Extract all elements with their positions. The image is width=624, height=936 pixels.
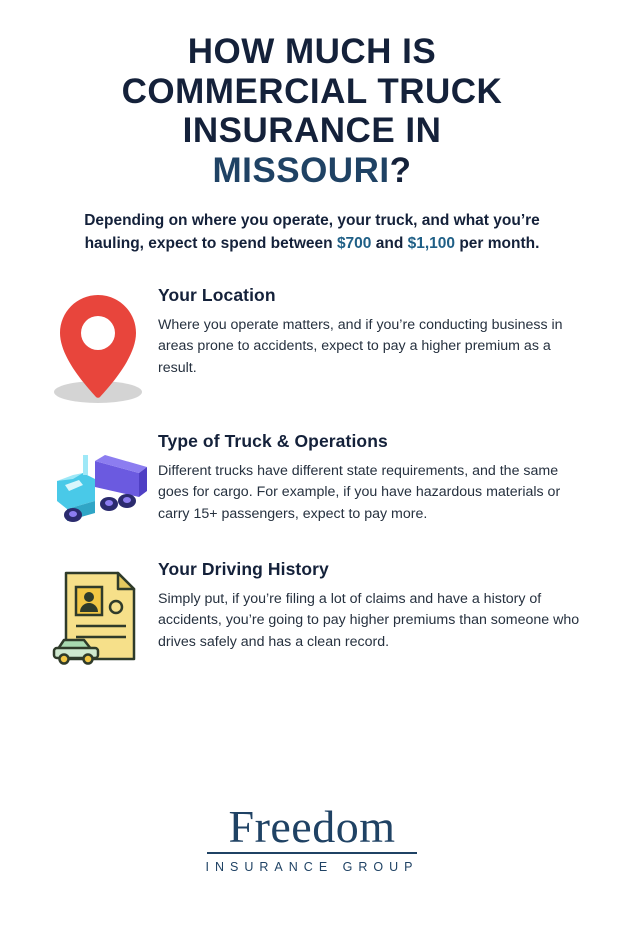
logo-divider	[207, 852, 417, 854]
list-item-text	[158, 285, 586, 379]
headline-line-1: HOW MUCH IS	[187, 32, 437, 71]
list-item	[38, 431, 586, 535]
section-body: Different trucks have different state requirements, and the same goes for cargo. For example, if you have hazardous materials or carry 15+ passengers, expect to pay more.	[158, 463, 561, 522]
list-item-text	[158, 431, 586, 525]
section-title: Type of Truck & Operations	[158, 431, 388, 452]
headline-line-2: COMMERCIAL TRUCK	[121, 71, 503, 111]
headline-state: MISSOURI	[212, 150, 390, 190]
list-item	[38, 559, 586, 673]
page-title	[38, 32, 586, 190]
section-body: Where you operate matters, and if you’re conducting business in areas prone to accidents, expect to pay a higher premium as a result.	[158, 317, 563, 376]
semi-truck-icon	[38, 431, 158, 535]
driving-record-document-icon	[38, 559, 158, 673]
subheading-part-3: per month.	[455, 234, 540, 252]
brand-name: Freedom	[228, 801, 396, 852]
subheading-part-1: Depending on where you operate, your truck, and what you’re hauling, expect to spend between	[84, 212, 540, 252]
subheading	[80, 210, 544, 255]
price-high: $1,100	[407, 234, 456, 252]
section-body: Simply put, if you’re filing a lot of claims and have a history of accidents, you’re going to pay higher premiums than someone who drives safely and has a clean record.	[158, 591, 580, 650]
price-low: $700	[336, 234, 372, 252]
list-item	[38, 285, 586, 407]
headline-line-3: INSURANCE IN	[182, 111, 442, 151]
section-title: Your Location	[158, 285, 276, 306]
section-title: Your Driving History	[158, 559, 329, 580]
factor-list	[38, 285, 586, 673]
subheading-part-2: and	[371, 234, 408, 252]
list-item-text	[158, 559, 586, 653]
brand-logo	[0, 801, 624, 874]
brand-tagline: INSURANCE GROUP	[205, 860, 419, 874]
location-pin-icon	[38, 285, 158, 407]
headline-question-mark: ?	[389, 150, 412, 190]
